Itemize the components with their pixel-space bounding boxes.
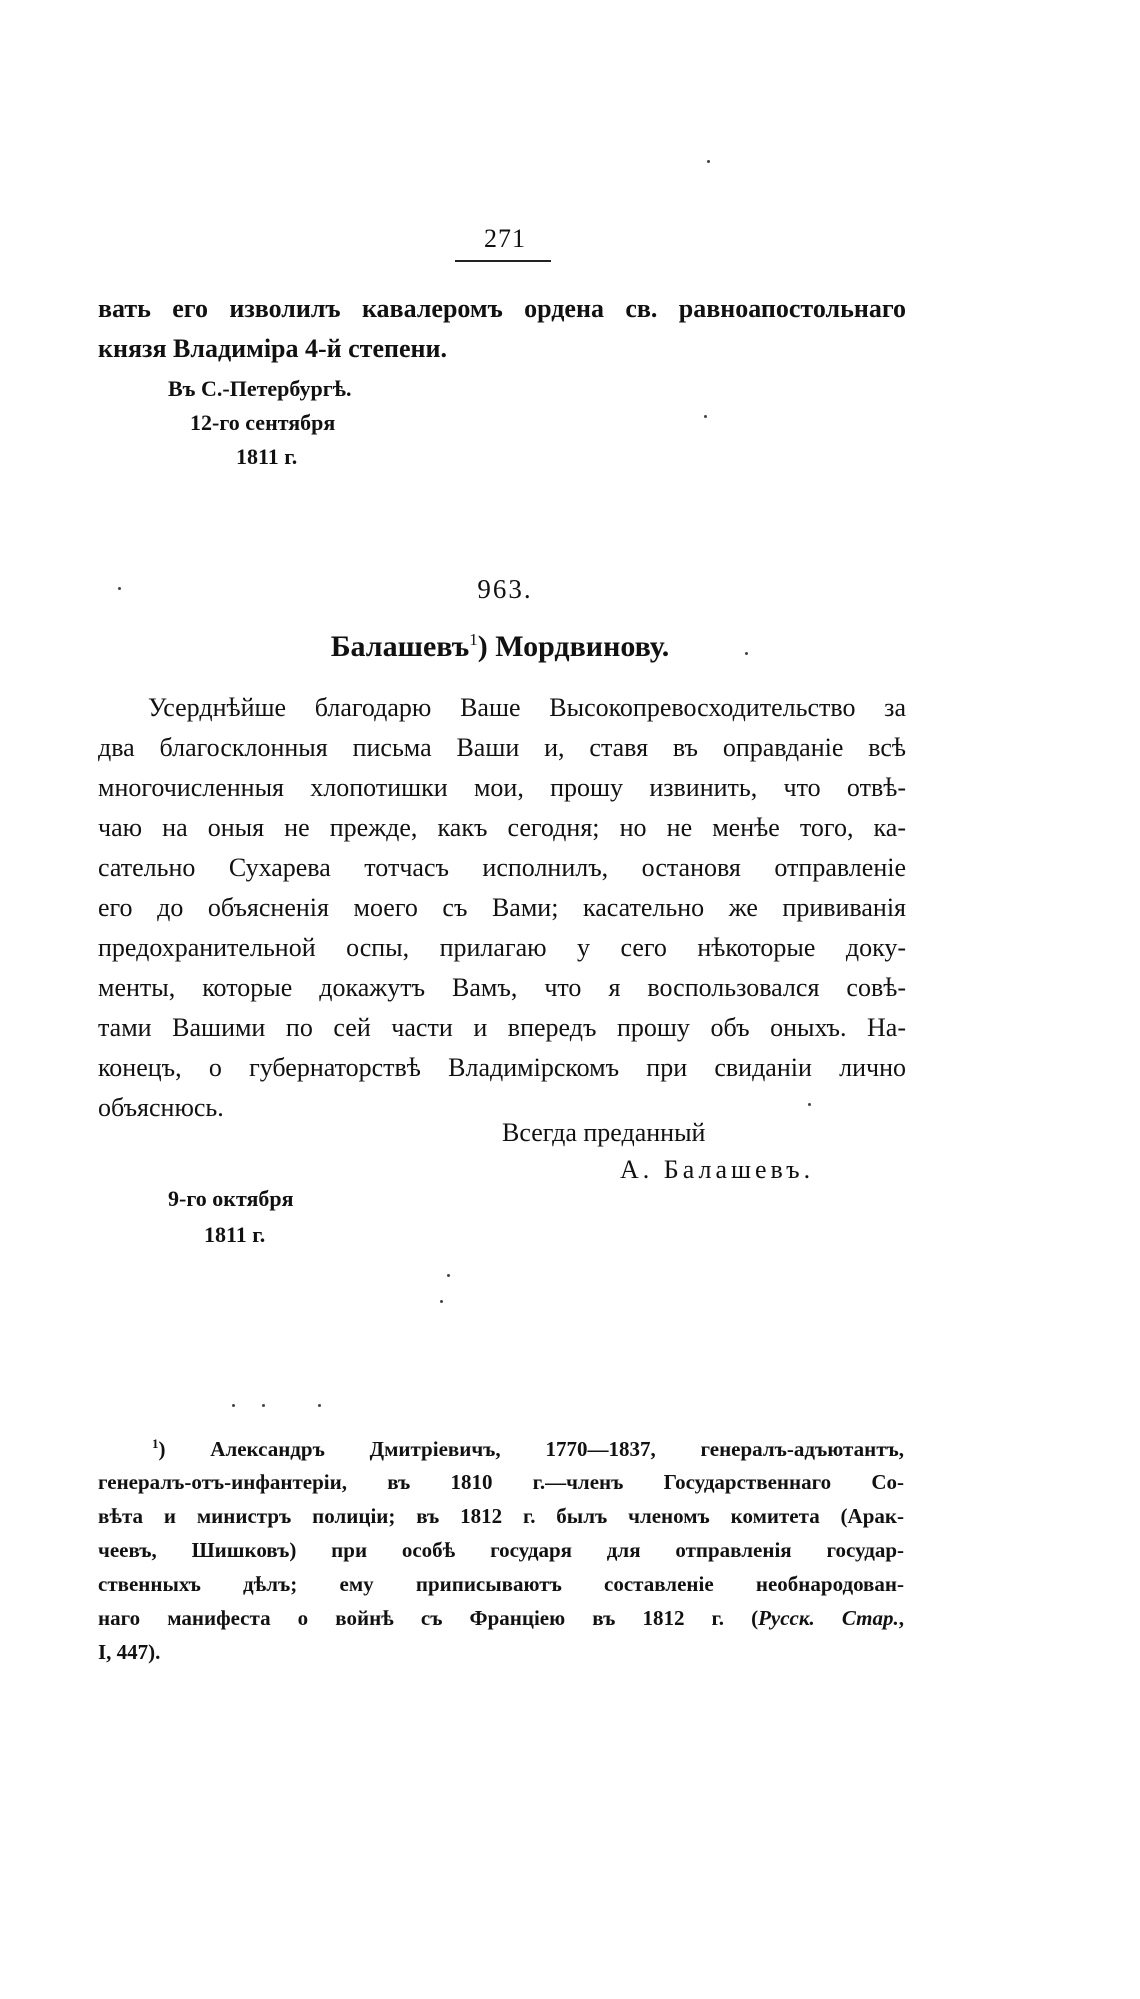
scan-speck	[440, 1300, 443, 1303]
letter-body-line: менты, которые докажутъ Вамъ, что я воспользовался совѣ-	[98, 973, 906, 1002]
letter-body-line: Усерднѣйше благодарю Ваше Высокопревосходительство за	[148, 693, 906, 722]
footnote-source-tail: ,	[898, 1606, 905, 1630]
first-date-day: 12-го сентября	[190, 410, 336, 435]
scan-speck	[118, 587, 121, 590]
footnote-line	[152, 1436, 904, 1462]
footnote-line-text: ) Александръ Дмитріевичъ, 1770—1837, генералъ-адъютантъ,	[158, 1437, 904, 1461]
scan-speck	[447, 1274, 450, 1277]
page-number: 271	[484, 224, 526, 253]
letter-number: 963.	[477, 574, 533, 604]
scan-speck	[232, 1404, 235, 1407]
scan-speck	[707, 160, 710, 163]
letter-body-line: сательно Сухарева тотчасъ исполнилъ, остановя отправленіе	[98, 853, 906, 882]
letter-body-line: многочисленныя хлопотишки мои, прошу извинить, что отвѣ-	[98, 773, 906, 802]
letter-title	[250, 630, 750, 664]
page-number-underline	[455, 260, 551, 262]
scan-speck	[262, 1404, 265, 1407]
footnote-line-text: наго манифеста о войнѣ съ Франціею въ 1812 г. (	[98, 1606, 759, 1630]
letter-body-line: его до объясненія моего съ Вами; касательно же прививанія	[98, 893, 906, 922]
footnote-line: I, 447).	[98, 1640, 161, 1664]
continuation-line-1: вать его изволилъ кавалеромъ ордена св. равноапостольнаго	[98, 294, 906, 323]
footnote-line: генералъ-отъ-инфантеріи, въ 1810 г.—членъ Государственнаго Со-	[98, 1470, 904, 1494]
letter-title-footnote-marker: 1	[469, 630, 478, 649]
letter-body-line: конецъ, о губернаторствѣ Владимірскомъ при свиданіи лично	[98, 1053, 906, 1082]
letter-closing: Всегда преданный	[502, 1118, 706, 1147]
letter-body-line: чаю на оныя не прежде, какъ сегодня; но не менѣе того, ка-	[98, 813, 906, 842]
footnote-line: ственныхъ дѣлъ; ему приписываютъ составленіе необнародован-	[98, 1572, 904, 1596]
scan-speck	[745, 652, 748, 655]
letter-date-day: 9-го октября	[168, 1186, 294, 1211]
letter-body-line: объяснюсь.	[98, 1093, 224, 1122]
footnote-line: вѣта и министръ полиціи; въ 1812 г. былъ членомъ комитета (Арак-	[98, 1504, 904, 1528]
first-date-place: Въ С.-Петербургѣ.	[168, 376, 352, 401]
letter-title-sender: Балашевъ	[330, 630, 470, 663]
letter-body-line: тами Вашими по сей части и впередъ прошу объ оныхъ. На-	[98, 1013, 906, 1042]
scan-speck	[808, 1103, 811, 1106]
scan-speck	[318, 1404, 321, 1407]
letter-body-line: два благосклонныя письма Ваши и, ставя въ оправданіе всѣ	[98, 733, 906, 762]
continuation-line-2: князя Владиміра 4-й степени.	[98, 334, 447, 363]
footnote-line	[98, 1606, 904, 1631]
footnote-source: Русск. Стар.	[758, 1606, 899, 1630]
letter-date-year: 1811 г.	[204, 1222, 266, 1247]
first-date-year: 1811 г.	[236, 444, 298, 469]
letter-body-line: предохранительной оспы, прилагаю у сего нѣкоторые доку-	[98, 933, 906, 962]
scan-speck	[704, 415, 707, 418]
footnote-line: чеевъ, Шишковъ) при особѣ государя для отправленія государ-	[98, 1538, 904, 1562]
footnote-marker: 1	[152, 1436, 159, 1451]
letter-title-recipient: ) Мордвинову.	[477, 630, 670, 663]
letter-signature: А. Балашевъ.	[620, 1155, 815, 1184]
